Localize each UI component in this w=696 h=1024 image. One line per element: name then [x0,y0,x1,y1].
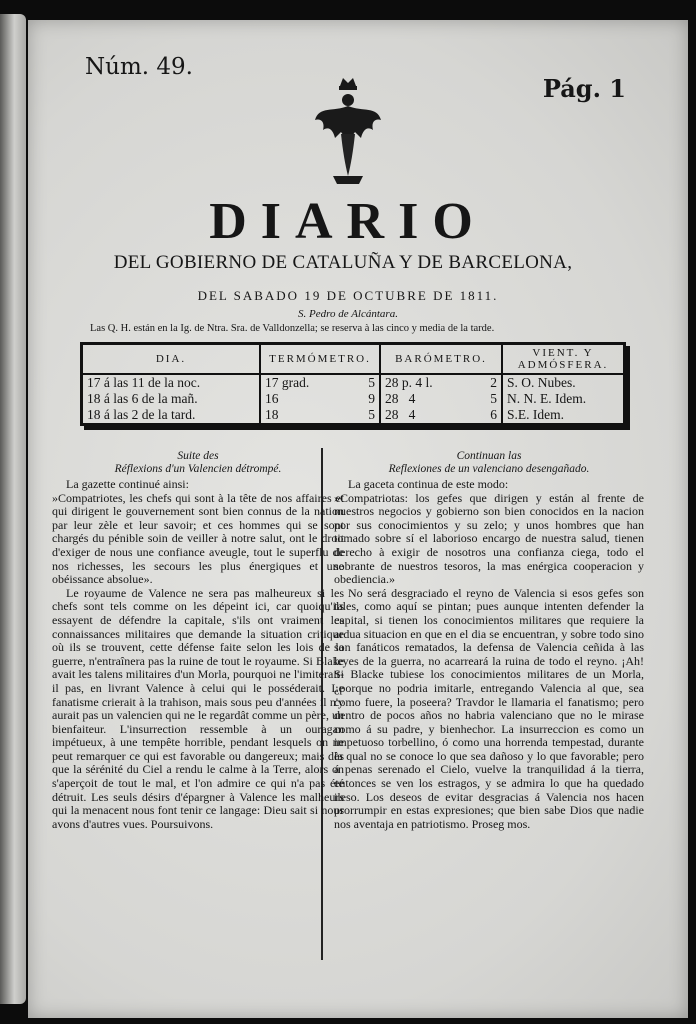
term-value: 16 [265,391,279,406]
masthead-subtitle: DEL GOBIERNO DE CATALUÑA Y DE BARCELONA, [113,252,573,273]
header-dia: DIA. [82,344,261,375]
date-line: DEL SABADO 19 DE OCTUBRE DE 1811. [197,288,499,303]
cell-barometro [380,391,502,407]
term-value: 18 [265,407,279,422]
cell-viento: N. N. E. Idem. [507,391,587,406]
bar-unit: 2 [490,375,497,390]
cell-viento: S.E. Idem. [507,407,564,422]
weather-row [82,374,625,391]
spanish-paragraph: No será desgraciado el reyno de Valencia si esos gefes son tales, como aquí se pintan; pues aunque intenten defender la capital, si tienen los conocimientos militares que requiere la ardua situacion en que en el dia se encuentran, y sobre todo sino son fanáticos rematados, la defensa de Valencia ceñida à las leyes de la guerra, no acarreará la ruina de todo el reyno. ¡Ah! Si Blacke tubiese los conocimientos militares de un Morla, ¿porque no podria imitarle, entregando Valencia al que, sea como fuere, la poseera? Travdor le llamaria el fanatismo; pero dentro de pocos años no habria valenciano que no le mirase como á su padre, y bienhechor. La insurreccion es como un impetuoso torbellino, ó como una horrenda tempestad, durante la qual no se conoce lo que sea dañoso y lo que favorable; pero á penas serenado el Cielo, vuelve la tranquilidad á la tierra, entonces se ven los estragos, y se admira lo que ha quedado ileso. Los deseos de evitar desgracias á Valencia nos hacen prorrumpir en estas expresiones; que bien sabe Dios que nadie nos aventaja en patriotismo. Proseg mos. [334,585,644,831]
cell-barometro [380,374,502,391]
french-paragraph: »Compatriotes, les chefs qui sont à la tête de nos affaires et qui dirigent le gouvernement sont bien connus de la nation par leur zèle et leur savoir; et ces hommes qui se sont chargés du pénible soin de veiller à notre salut, ont le droit d'exiger de nous une confiance aveugle, tout le superflu de nos richesses, les secours les plus énergiques et une obéissance absolue». [52,490,344,587]
weather-row [82,407,625,425]
french-paragraph: Le royaume de Valence ne sera pas malheureux si les chefs sont tels comme on les dépeint ici, car quoiqu'ils essayent de défendre la capitale, s'ils ont vraiment les connaissances militaires que demande la situation critique où ils se trouvent, cette défense faite selon les lois de la guerre, n'entraînera pas la ruine de tout le royaume. Si Blake avait les talens militaires d'un Morla, pourquoi ne l'imiterait-il pas, en livrant Valence à celui qui le posséderait. Le fanatisme crierait à la trahison, mais sous peu d'années il n'y aurait pas un valencien qui ne le regardât comme un père, un bienfaiteur. L'insurrection ressemble à un ouragan impétueux, à une tempête horrible, pendant lesquels on ne peut remarquer ce qui est favorable ou dangereux; mais dès que la sérénité du Ciel a rendu le calme à la Terre, alors on s'aperçoit de tout le mal, et l'on admire ce qui n'a pas été détruit. Les seuls désirs d'épargner à Valence les malheurs qui la menacent nous font tenir ce langage: Dieu sait si nous avons d'autres vues. Poursuivons. [52,585,344,831]
masthead-title: DIARIO [209,193,487,250]
term-unit: 9 [368,391,375,406]
issue-number: Núm. 49. [85,54,193,80]
cell-dia: 18 á las 6 de la mañ. [82,391,261,407]
cell-barometro [380,407,502,425]
cell-termometro [260,374,380,391]
spanish-column [334,450,644,831]
term-unit: 5 [368,375,375,390]
left-page-edge [0,14,26,1004]
spanish-heading-2: Reflexiones de un valenciano desengañado. [388,463,590,475]
header-viento: VIENT. Y ADMÓSFERA. [502,344,625,375]
french-heading-2: Réflexions d'un Valencien détrompé. [114,463,282,475]
page-number: Pág. 1 [542,74,626,103]
saint-of-day: S. Pedro de Alcántara. [298,308,398,320]
cell-dia: 18 á las 2 de la tard. [82,407,261,425]
cell-dia: 17 á las 11 de la noc. [82,374,261,391]
bar-value: 28 4 [385,407,416,422]
term-unit: 5 [368,407,375,422]
header-barometro: BARÓMETRO. [380,344,502,375]
newspaper-page [28,20,688,1018]
church-notice: Las Q. H. están en la Ig. de Ntra. Sra. de Valldonzella; se reserva à las cinco y media de la tarde. [90,323,495,334]
spanish-paragraph: La gaceta continua de este modo: [348,477,509,491]
weather-table [80,342,626,426]
spanish-heading-1: Continuan las [456,450,522,462]
bar-value: 28 p. 4 l. [385,375,433,390]
cell-termometro [260,391,380,407]
french-column [52,450,344,831]
weather-header-row [82,344,625,375]
header-termometro: TERMÓMETRO. [260,344,380,375]
cell-viento: S. O. Nubes. [507,375,576,390]
imperial-eagle-emblem-icon [313,72,383,192]
bar-unit: 6 [490,407,497,422]
spanish-paragraph: »Compatriotas: los gefes que dirigen y están al frente de nuestros negocios y gobierno son bien conocidos en la nacion por sus conocimientos y su zelo; y unos hombres que han tomado sobre sí el laborioso encargo de nuestra salud, tienen derecho à exigir de nosotros una confianza ciega, todo el sobrante de nuestros tesoros, la mas enérgica cooperacion y obediencia.» [334,490,644,587]
bar-unit: 5 [490,391,497,406]
term-value: 17 grad. [265,375,310,390]
bar-value: 28 4 [385,391,416,406]
cell-termometro [260,407,380,425]
french-paragraph: La gazette continué ainsi: [66,477,189,491]
weather-row [82,391,625,407]
french-heading-1: Suite des [177,450,219,462]
